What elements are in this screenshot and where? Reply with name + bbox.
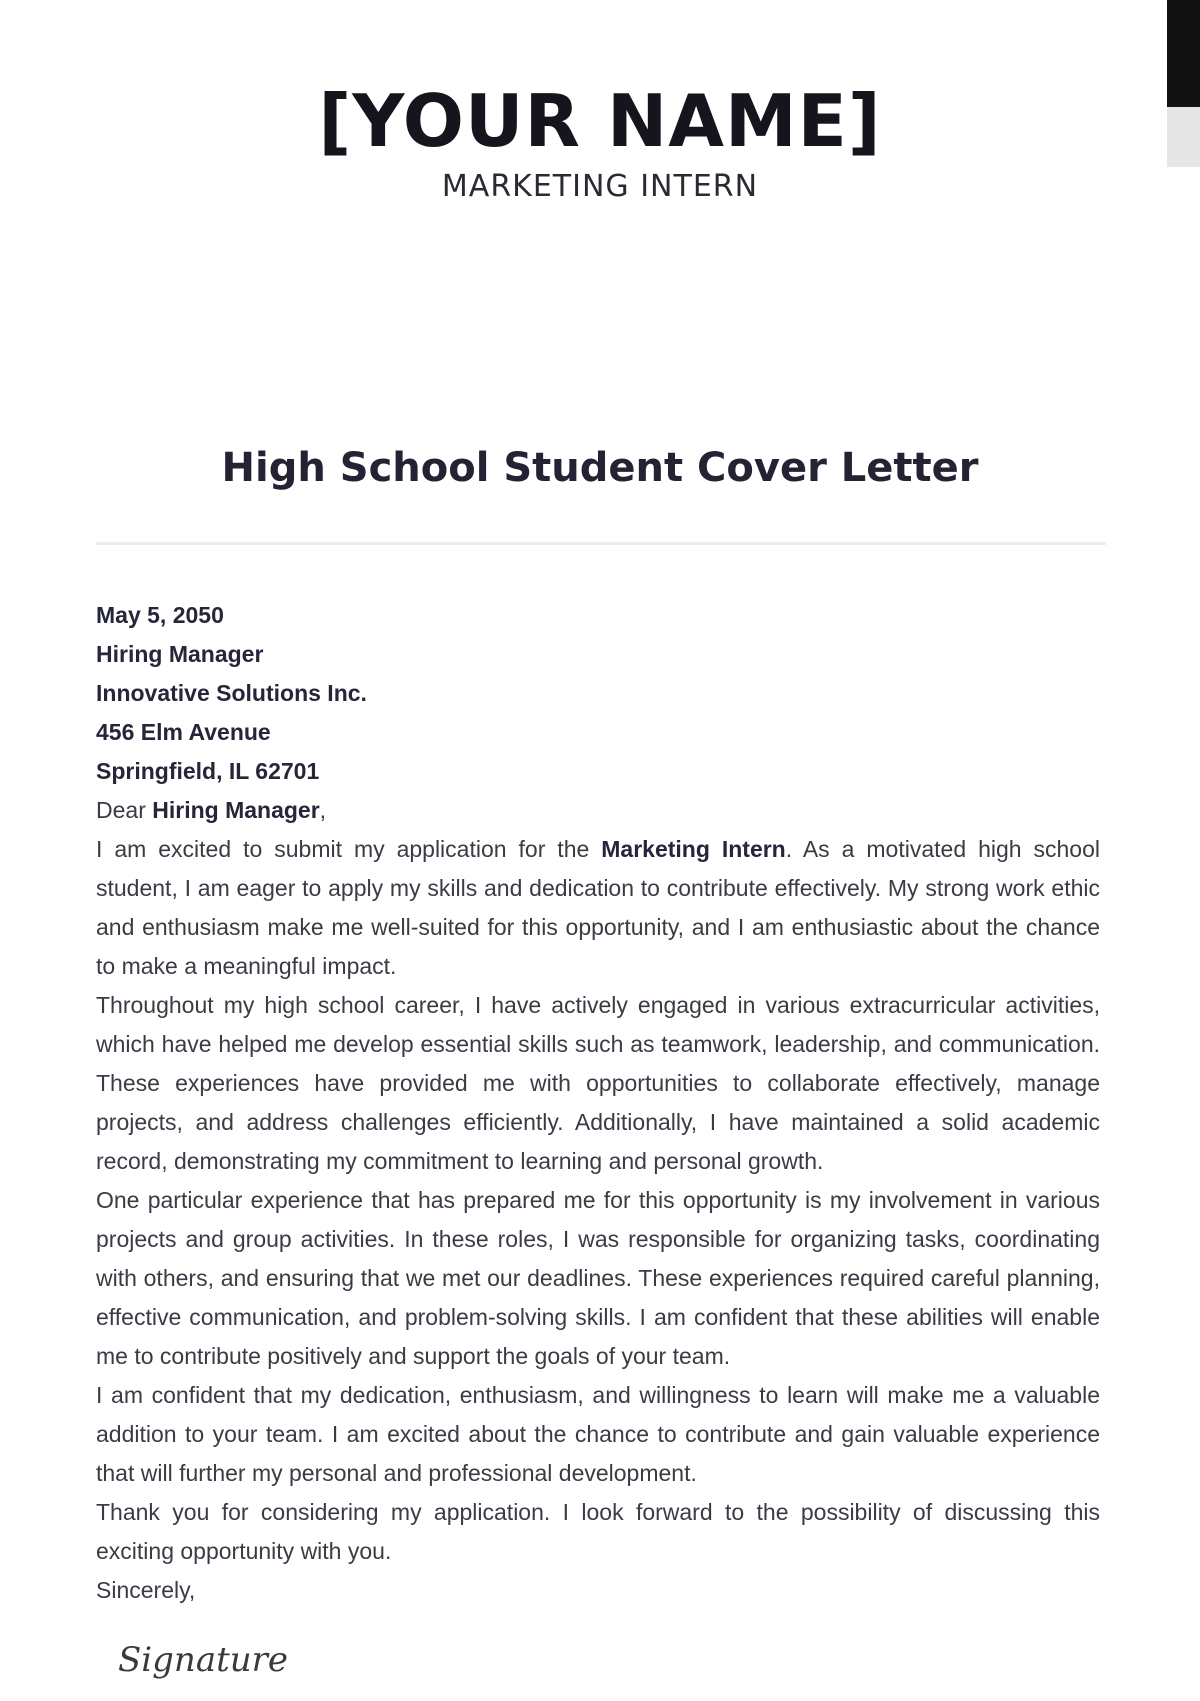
salutation	[96, 791, 1100, 830]
salutation-name: Hiring Manager	[152, 797, 320, 823]
applicant-role: MARKETING INTERN	[441, 169, 759, 204]
position-name: Marketing Intern	[601, 836, 786, 862]
closing: Sincerely,	[96, 1577, 196, 1603]
recipient-city: Springfield, IL 62701	[96, 758, 320, 784]
paragraph-experience: Throughout my high school career, I have actively engaged in various extracurricular activities, which have helped me develop essential skills such as teamwork, leadership, and communication. These experiences have provided me with opportunities to collaborate effectively, manage projects, and address challenges efficiently. Additionally, I have maintained a solid academic record, demonstrating my commitment to learning and personal growth.	[96, 992, 1100, 1174]
salutation-prefix: Dear	[96, 797, 153, 823]
document-title: High School Student Cover Letter	[221, 445, 979, 491]
recipient-company: Innovative Solutions Inc.	[96, 680, 367, 706]
paragraph-intro	[96, 830, 1100, 986]
signature: Signature	[118, 1640, 289, 1680]
paragraph-confidence: I am confident that my dedication, enthusiasm, and willingness to learn will make me a valuable addition to your team. I am excited about the chance to contribute and gain valuable experience that will further my personal and professional development.	[96, 1382, 1100, 1486]
paragraph-thanks: Thank you for considering my application. I look forward to the possibility of discussing this exciting opportunity with you.	[96, 1499, 1100, 1564]
divider	[96, 542, 1106, 545]
applicant-name: [YOUR NAME]	[318, 79, 882, 163]
letter-date: May 5, 2050	[96, 602, 224, 628]
intro-rest: . As a motivated high school student, I am eager to apply my skills and dedication to contribute effectively. My strong work ethic and enthusiasm make me well-suited for this opportunity, and I am enthusiastic about the chance to make a meaningful impact.	[96, 836, 1101, 979]
paragraph-projects: One particular experience that has prepared me for this opportunity is my involvement in various projects and group activities. In these roles, I was responsible for organizing tasks, coordinating with others, and ensuring that we met our deadlines. These experiences required careful planning, effective communication, and problem-solving skills. I am confident that these abilities will enable me to contribute positively and support the goals of your team.	[96, 1187, 1100, 1369]
recipient-street: 456 Elm Avenue	[96, 719, 271, 745]
letter-body	[96, 596, 1100, 1610]
recipient-title: Hiring Manager	[96, 641, 264, 667]
salutation-suffix: ,	[319, 797, 327, 823]
intro-lead: I am excited to submit my application for the	[96, 836, 602, 862]
